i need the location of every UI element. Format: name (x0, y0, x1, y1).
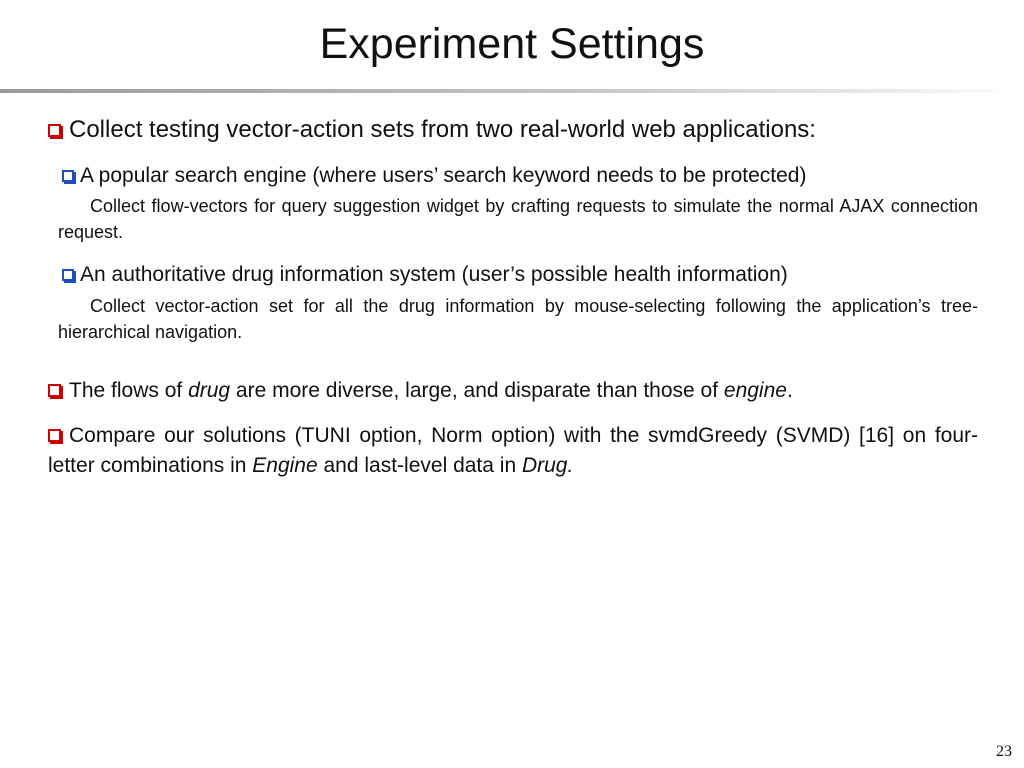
bullet-text-middle: are more diverse, large, and disparate than those of (230, 379, 724, 402)
page-number: 23 (996, 743, 1012, 760)
square-bullet-icon (62, 269, 74, 281)
bullet-text: Collect testing vector-action sets from two real-world web applications: (69, 116, 816, 143)
slide-title: Experiment Settings (319, 20, 705, 68)
emphasis-drug: drug (188, 379, 231, 402)
bullet-flows-diversity (48, 376, 978, 406)
bullet-text-middle: and last-level data in (317, 454, 522, 477)
bullet-collect-sets (48, 115, 978, 145)
bullet-compare-solutions (48, 421, 978, 481)
bullet-text-prefix: Compare our solutions (TUNI option, Norm option) with the svmdGreedy (SVMD) [16] on four-letter combinations in (48, 424, 978, 477)
title-divider (0, 89, 1024, 93)
sub-bullet-detail: Collect vector-action set for all the drug information by mouse-selecting following the application’s tree-hierarchical navigation. (58, 296, 978, 342)
sub-bullet-drug-system (62, 261, 978, 288)
sub-bullet-heading: An authoritative drug information system (user’s possible health information) (80, 263, 788, 286)
bullet-text-suffix: . (786, 379, 793, 402)
square-bullet-icon (62, 170, 74, 182)
square-bullet-icon (48, 384, 61, 397)
emphasis-drug: Drug. (521, 454, 574, 477)
sub-bullet-search-engine (62, 162, 978, 189)
sub-bullet-detail: Collect flow-vectors for query suggestion widget by crafting requests to simulate the normal AJAX connection request. (58, 196, 978, 242)
emphasis-engine: engine (723, 379, 787, 402)
bullet-text-prefix: The flows of (69, 379, 189, 402)
square-bullet-icon (48, 124, 61, 137)
sub-bullet-heading: A popular search engine (where users’ search keyword needs to be protected) (80, 164, 807, 187)
square-bullet-icon (48, 429, 61, 442)
emphasis-engine: Engine (252, 454, 318, 477)
